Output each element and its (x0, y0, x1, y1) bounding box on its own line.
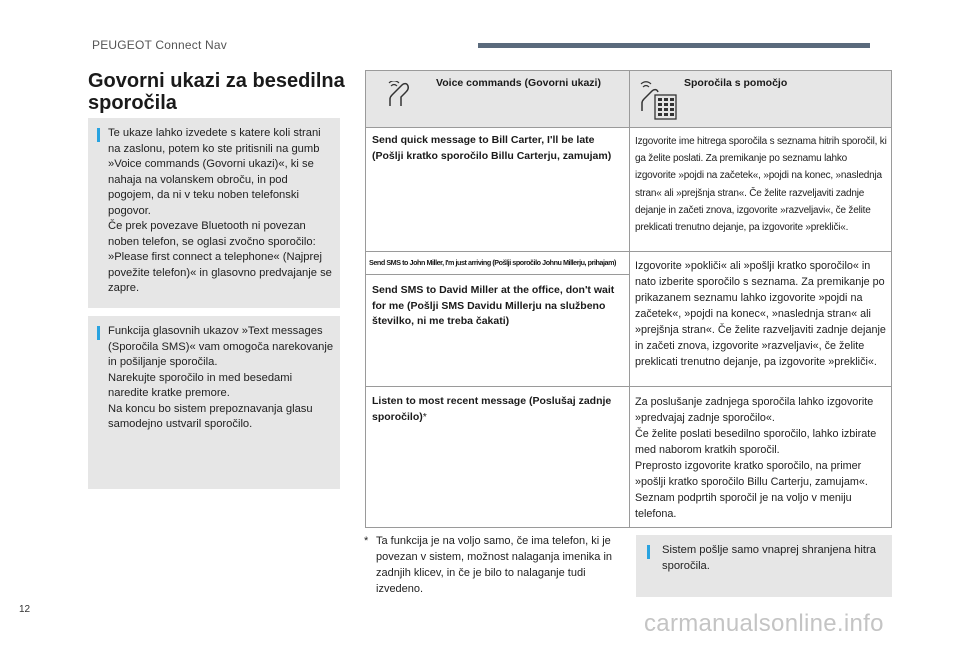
footnote-text: Ta funkcija je na voljo samo, če ima telefon, ki je povezan v sistem, možnost nalaganja imenika in zadnjih klicev, in če je bilo to nalaganje tudi izvedeno. (376, 535, 613, 595)
command-cell: Send quick message to Bill Carter, I'll be late (Pošlji kratko sporočilo Billu Carterju, zamujam) (372, 134, 612, 162)
description-cell (635, 394, 887, 522)
footnote (364, 533, 628, 597)
info-marker-icon (647, 545, 650, 559)
description-cell: Izgovorite »pokliči« ali »pošlji kratko sporočilo« in nato izberite sporočilo s seznama. Za premikanje po prikazanem seznamu lahko izgovorite »pojdi na začetek«, »pojdi na konec«, »naslednja stran« ali »prejšnja stran«. Če želite razveljaviti zadnje dejanje in začeti znova, izgovorite »razveljavi«, če želite preklicati trenutno dejanje, pa izgovorite »prekliči«. (635, 260, 886, 368)
info-note (636, 535, 892, 597)
description-cell: Izgovorite ime hitrega sporočila s seznama hitrih sporočil, ki ga želite poslati. Za premikanje po seznamu lahko izgovorite »pojdi na začetek«, »pojdi na konec, »naslednja stran« ali »prejšnja stran«. Če želite razveljaviti zadnje dejanje in začeti znova, izgovorite »razveljavi«, če želite preklicati trenutno dejanje, pa izgovorite »prekliči«. (635, 136, 887, 234)
note-paragraph: Te ukaze lahko izvedete s katere koli strani na zaslonu, potem ko ste pritisnili na gumb »Voice commands (Govorni ukazi)«, ki se nahaja na volanskem obroču, in pod pogojem, da ni v teku noben telefonski pogovor. (108, 127, 321, 217)
keypad-help-icon (640, 81, 678, 121)
note-paragraph: Sistem pošlje samo vnaprej shranjena hitra sporočila. (662, 544, 876, 572)
row-divider (366, 274, 629, 275)
row-divider (366, 251, 891, 252)
header-voice-commands: Voice commands (Govorni ukazi) (436, 77, 601, 89)
column-divider (629, 71, 630, 527)
voice-command-icon (388, 81, 410, 107)
command-cell: Send SMS to David Miller at the office, don't wait for me (Pošlji SMS Davidu Millerju na službeno številko, ni me treba čakati) (372, 284, 615, 327)
footnote-marker: * (422, 410, 427, 423)
info-note (88, 316, 340, 489)
footnote-marker: * (364, 535, 369, 547)
page-number: 12 (19, 604, 31, 615)
note-paragraph: Na koncu bo sistem prepoznavanja glasu samodejno ustvaril sporočilo. (108, 402, 313, 430)
description-line: Preprosto izgovorite kratko sporočilo, na primer »pošlji kratko sporočilo Billu Carterju, zamujam«. Seznam podprtih sporočil je na voljo v meniju telefona. (635, 460, 868, 520)
info-marker-icon (97, 128, 100, 142)
info-note (88, 118, 340, 308)
command-cell-small: Send SMS to John Miller, I'm just arriving (Pošlji sporočilo Johnu Millerju, prihajam) (369, 258, 616, 267)
description-line: Za poslušanje zadnjega sporočila lahko izgovorite »predvajaj zadnje sporočilo«. (635, 396, 874, 424)
note-paragraph: Če prek povezave Bluetooth ni povezan noben telefon, se oglasi zvočno sporočilo: »Please first connect a telephone« (Najprej povežite telefon)« in glasovno predvajanje se zapre. (108, 220, 332, 294)
header-bar (478, 43, 870, 48)
voice-commands-table (365, 70, 892, 528)
watermark: carmanualsonline.info (644, 610, 884, 637)
header-label: PEUGEOT Connect Nav (92, 38, 227, 52)
command-text: Listen to most recent message (Poslušaj zadnje sporočilo) (372, 395, 612, 423)
description-line: Če želite poslati besedilno sporočilo, lahko izbirate med naborom kratkih sporočil. (635, 428, 877, 456)
row-divider (366, 386, 891, 387)
note-paragraph: Narekujte sporočilo in med besedami naredite kratke premore. (108, 371, 293, 399)
header-help-messages: Sporočila s pomočjo (684, 77, 788, 89)
info-marker-icon (97, 326, 100, 340)
page-title: Govorni ukazi za besedilna sporočila (88, 70, 345, 114)
note-paragraph: Funkcija glasovnih ukazov »Text messages (Sporočila SMS)« vam omogoča narekovanje in pošiljanje sporočila. (108, 325, 334, 368)
command-cell (372, 394, 622, 425)
